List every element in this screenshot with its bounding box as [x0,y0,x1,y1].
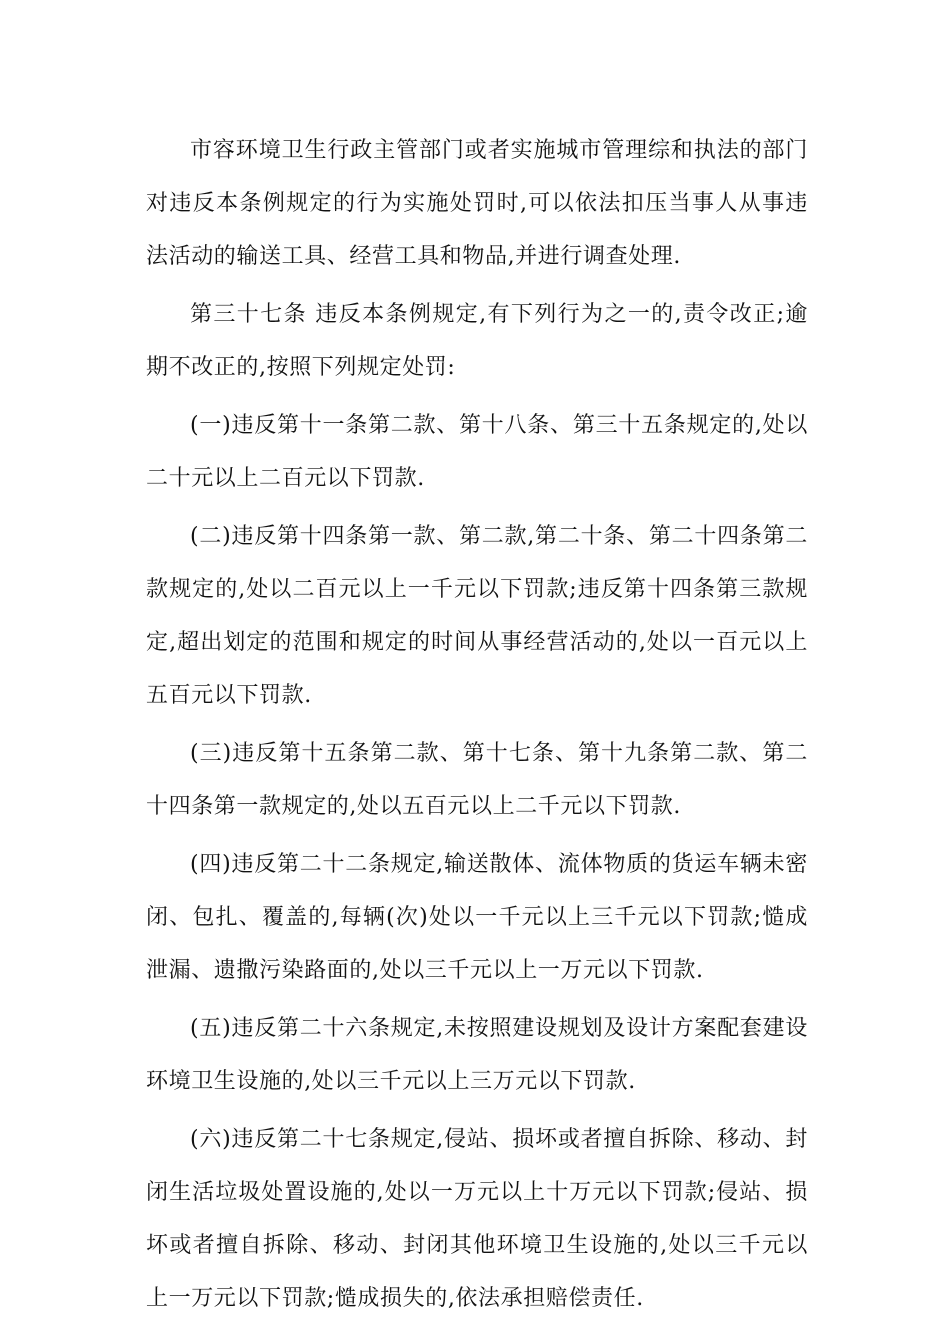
paragraph-item-2: (二)违反第十四条第一款、第二款,第二十条、第二十四条第二款规定的,处以二百元以上一千元以下罚款;违反第十四条第三款规定,超出划定的范围和规定的时间从事经营活动的,处以一百元以上五百元以下罚款. [146,524,808,708]
paragraph-seizure-authority: 市容环境卫生行政主管部门或者实施城市管理综和执法的部门对违反本条例规定的行为实施处罚时,可以依法扣压当事人从事违法活动的输送工具、经营工具和物品,并进行调查处理. [146,138,808,269]
document-body [146,124,808,1330]
paragraph-item-5: (五)违反第二十六条规定,未按照建设规划及设计方案配套建设环境卫生设施的,处以三千元以上三万元以下罚款. [146,1016,808,1094]
paragraph-item-4: (四)违反第二十二条规定,输送散体、流体物质的货运车辆未密闭、包扎、覆盖的,每辆(次)处以一千元以上三千元以下罚款;慥成泄漏、遗撒污染路面的,处以三千元以上一万元以下罚款. [146,852,808,983]
paragraph-item-1: (一)违反第十一条第二款、第十八条、第三十五条规定的,处以二十元以上二百元以下罚款. [146,413,808,491]
paragraph-item-6: (六)违反第二十七条规定,侵站、损坏或者擅自拆除、移动、封闭生活垃圾处置设施的,处以一万元以上十万元以下罚款;侵站、损坏或者擅自拆除、移动、封闭其他环境卫生设施的,处以三千元以上一万元以下罚款;慥成损失的,依法承担赔偿责任. [146,1127,808,1311]
paragraph-item-3: (三)违反第十五条第二款、第十七条、第十九条第二款、第二十四条第一款规定的,处以五百元以上二千元以下罚款. [146,741,808,819]
paragraph-article-37: 第三十七条 违反本条例规定,有下列行为之一的,责令改正;逾期不改正的,按照下列规定处罚: [146,302,808,380]
